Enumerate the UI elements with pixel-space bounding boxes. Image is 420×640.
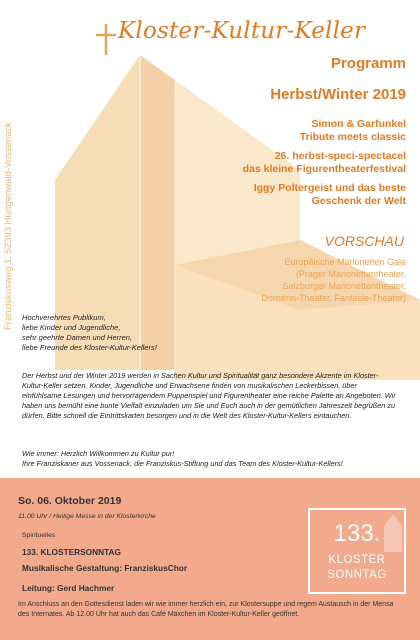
event-line: Tribute meets classic (299, 131, 406, 143)
event-description: Im Anschluss an den Gottesdienst laden wir wie immer herzlich ein, zur Klostersuppe und regem Austausch in der Mensa des Internates. Ab 12.00 Uhr hat auch das Café Mäxchen im Kloster-Kultur-Keller geöffnet. (18, 601, 394, 618)
preview-heading: VORSCHAU (324, 233, 404, 249)
event-item (254, 182, 406, 208)
greeting: Hochverehrtes Publikum, liebe Kinder und Jugendliche, sehr geehrte Damen und Herren, liebe Freunde des Kloster-Kultur-Kellers! (22, 313, 157, 352)
event-title: 133. KLOSTERSONNTAG (22, 547, 121, 557)
event-line: 26. herbst-speci-spectacel (274, 150, 406, 162)
event-lead: Leitung: Gerd Hachmer (22, 583, 115, 593)
preview-text: Europäische Marionetten Gala (Prager Marionettentheater, Salzburger Marionettentheater, Dornerei-Theater, Fantasie-Theater) (261, 257, 406, 303)
cross-icon (96, 24, 116, 55)
event-category: Spirituelles (22, 532, 56, 539)
intro-paragraph: Der Herbst und der Winter 2019 werden in Sachen Kultur und Spiritualität ganz besondere Akzente im Kloster-Kultur-Keller setzen. Kinder, Jugendliche und Erwachsene finden von musikalischen Leckerbissen, über einfühlsame Lesungen und hervorragendem Puppenspiel und Figurentheater eine reiche Palette an Angeboten. Wir haben uns bemüht eine bunte Vielfalt einzuladen um Sie und Euch auch in der gemütlichen Jahreszeit begrüßen zu dürfen. Bitte schnell die Eintrittskarten besorgen und in die Welt des Kloster-Kultur-Kellers eintauchen. (22, 371, 396, 420)
sidebar-address (3, 121, 19, 346)
badge-number: 133. (333, 520, 381, 547)
event-item (300, 118, 406, 144)
brand-title: Kloster-Kultur-Keller (118, 18, 366, 44)
event-line: Iggy Poltergeist und das beste (253, 182, 406, 194)
badge-line: KLOSTER (328, 554, 386, 566)
event-line: Geschenk der Welt (311, 195, 406, 207)
event-date: So. 06. Oktober 2019 (18, 495, 122, 507)
badge-line: SONNTAG (327, 569, 387, 581)
season-title: Herbst/Winter 2019 (270, 86, 406, 103)
event-line: Simon & Garfunkel (311, 118, 406, 130)
event-line: das kleine Figurentheaterfestival (242, 163, 406, 175)
event-time: 11.00 Uhr / Heilige Messe in der Klosterkirche (18, 513, 156, 520)
event-item (243, 150, 406, 176)
event-music: Musikalische Gestaltung: FranziskusChor (22, 563, 188, 573)
closing-paragraph: Wie immer: Herzlich Willkommen zu Kultur pur! Ihre Franziskaner aus Vossenack, die Franziskus-Stiftung und das Team des Kloster-Kultur-Kellers! (22, 449, 343, 468)
program-title: Programm (330, 55, 406, 72)
address-text: Franziskusweg 1, 52393 Hürtgenwald-Vossenack (3, 121, 14, 330)
